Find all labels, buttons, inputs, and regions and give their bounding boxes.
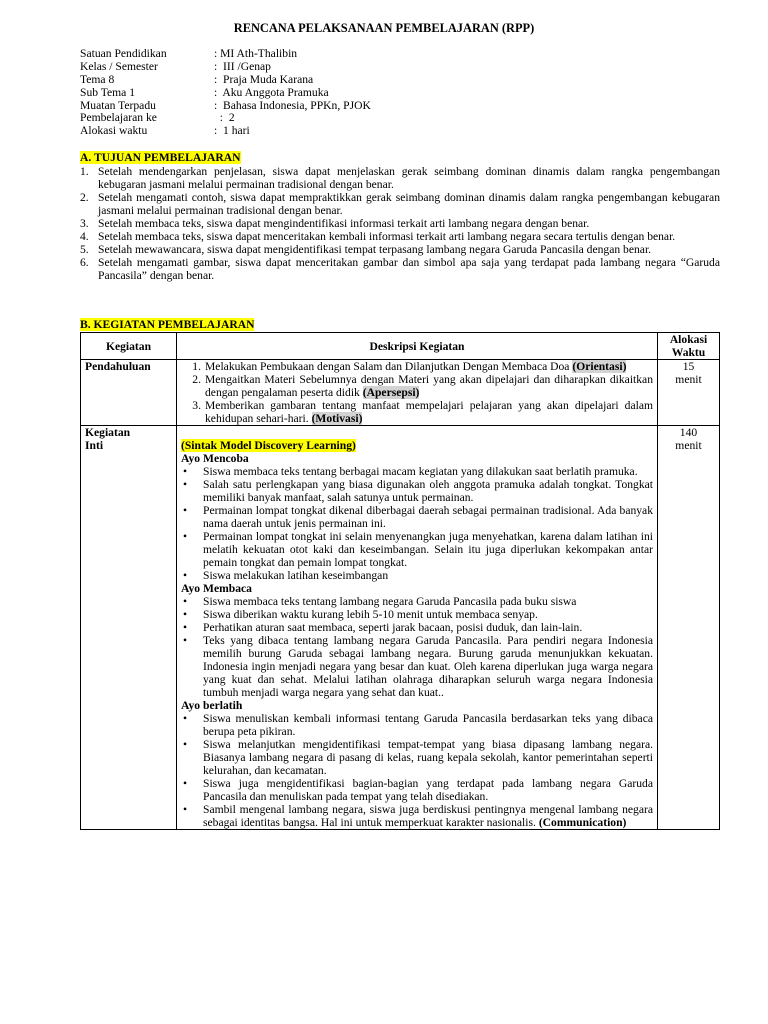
identity-value: : Bahasa Indonesia, PPKn, PJOK [214,98,371,112]
row-pendahuluan [81,360,720,426]
goal-text: Setelah membaca teks, siswa dapat menceritakan kembali informasi terkait arti lambang negara secara tertulis dengan benar. [98,230,676,243]
bullet-icon: • [183,569,188,582]
activity-bullet-item [181,608,653,621]
activity-bullet-text: Siswa membaca teks tentang lambang negara Garuda Pancasila pada buku siswa [203,595,577,608]
pendahuluan-step [181,399,653,425]
pendahuluan-alloc-unit: menit [675,373,702,386]
activity-bullet-item [181,465,653,478]
inti-model-tag: (Sintak Model Discovery Learning) [181,439,356,452]
step-body: Mengaitkan Materi Sebelumnya dengan Materi yang akan dipelajari dan diharapkan dikaitkan dengan pengalaman peserta didik [205,373,653,399]
bullet-icon: • [183,712,188,725]
identity-value: : 1 hari [214,124,250,138]
step-text [205,360,653,373]
identity-value: : Aku Anggota Pramuka [214,85,329,99]
activity-bullet-item [181,595,653,608]
goal-text: Setelah mendengarkan penjelasan, siswa dapat menjelaskan gerak seimbang dominan dinamis dalam rangka pengembangan kebugaran jasmani melalui permainan tradisional dengan benar. [98,165,720,191]
goal-item [80,191,720,217]
step-tag: (Orientasi) [572,360,627,373]
bullet-icon: • [183,777,188,790]
goal-text: Setelah mengamati contoh, siswa dapat mempraktikkan gerak seimbang dominan dinamis dalam rangka pengembangan kebugaran jasmani melalui permainan tradisional dengan benar. [98,191,720,217]
step-number: 3. [192,399,201,412]
goal-item [80,217,720,230]
identity-row [80,60,720,73]
activity-group-heading: Ayo Membaca [181,582,252,595]
identity-row [80,86,720,99]
phase-inti-line1: Kegiatan [85,426,131,439]
pendahuluan-alloc-num: 15 [682,360,695,373]
goal-item [80,165,720,191]
activity-bullet-text: Siswa diberikan waktu kurang lebih 5-10 menit untuk membaca senyap. [203,608,538,621]
activity-bullet-item [181,803,653,829]
bullet-icon: • [183,634,188,647]
activity-bullets [181,712,653,829]
goal-number: 2. [80,191,89,204]
inti-alloc-unit: menit [675,439,702,452]
activity-bullet-text: Permainan lompat tongkat dikenal diberbagai daerah sebagai permainan tradisional. Ada banyak nama daerah untuk jenis permainan ini. [203,504,653,530]
activity-bullets [181,595,653,699]
activity-group-heading: Ayo Mencoba [181,452,249,465]
activity-bullet-text: Siswa melakukan latihan keseimbangan [203,569,389,582]
identity-label: Tema 8 [80,72,115,86]
activity-bullet-text: Teks yang dibaca tentang lambang negara Garuda Pancasila. Para pendiri negara Indonesia memilih burung Garuda sebagai lambang negara. Burung garuda menunjukkan kekuatan. Indonesia ingin menjadi negara yang besar dan kuat. Oleh karena diperlukan juga warga negara yang kuat dan sehat. Melalui latihan olahraga diharapkan seluruh warga negara Indonesia tumbuh menjadi warga negara yang sehat dan kuat.. [203,634,653,699]
step-number: 2. [192,373,201,386]
inti-groups [181,452,653,829]
bullet-icon: • [183,803,188,816]
bullet-icon: • [183,478,188,491]
identity-label: Sub Tema 1 [80,85,136,99]
bullet-icon: • [183,608,188,621]
phase-pendahuluan-label: Pendahuluan [81,360,177,426]
goal-number: 3. [80,217,89,230]
goal-item [80,256,720,282]
section-a-heading: A. TUJUAN PEMBELAJARAN [80,151,241,164]
activity-bullet-item [181,530,653,569]
bullet-icon: • [183,738,188,751]
activity-bullets [181,465,653,582]
step-body: Melakukan Pembukaan dengan Salam dan Dilanjutkan Dengan Membaca Doa [205,360,573,373]
last-item-body: Sambil mengenal lambang negara, siswa juga berdiskusi pentingnya mengenal lambang negara sebagai identitas bangsa. Hal ini untuk memperkuat karakter nasionalis. [203,803,653,829]
table-header-row [81,333,720,360]
goals-list [80,165,720,282]
identity-block [80,47,720,137]
activity-bullet-item [181,621,653,634]
step-text [205,399,653,425]
activity-bullet-text: Siswa melanjutkan mengidentifikasi tempat-tempat yang biasa dipasang lambang negara. Biasanya lambang negara di pasang di kelas, ruang kepala sekolah, kantor pemerintahan seperti kelurahan, dan kecamatan. [203,738,653,777]
pendahuluan-steps [181,360,653,425]
bullet-icon: • [183,465,188,478]
activity-group-heading: Ayo berlatih [181,699,243,712]
activity-bullet-item [181,634,653,699]
inti-alloc [658,426,720,830]
goal-number: 1. [80,165,89,178]
header-alokasi: Alokasi Waktu [658,333,720,360]
activity-bullet-item [181,478,653,504]
activity-bullet-text: Perhatikan aturan saat membaca, seperti jarak bacaan, posisi duduk, dan lain-lain. [203,621,583,634]
identity-row [80,47,720,60]
identity-value: : Praja Muda Karana [214,72,314,86]
activity-bullet-text: Siswa juga mengidentifikasi bagian-bagian yang terdapat pada lambang negara Garuda Pancasila dan menuliskan pada tempat yang telah disediakan. [203,777,653,803]
step-tag: (Motivasi) [311,412,363,425]
activity-bullet-item [181,738,653,777]
identity-row [80,111,720,124]
inti-description [177,426,658,830]
header-deskripsi: Deskripsi Kegiatan [177,333,658,360]
step-text [205,373,653,399]
goal-text: Setelah mengamati gambar, siswa dapat menceritakan gambar dan simbol apa saja yang terdapat pada lambang negara “Garuda Pancasila” dengan benar. [98,256,720,282]
activity-bullet-item [181,777,653,803]
identity-value: : MI Ath-Thalibin [214,47,298,60]
inti-alloc-num: 140 [679,426,698,439]
document-title: RENCANA PELAKSANAAN PEMBELAJARAN (RPP) [233,21,535,35]
identity-value: : III /Genap [214,59,271,73]
goal-item [80,243,720,256]
identity-row [80,99,720,112]
activity-bullet-text: Siswa menuliskan kembali informasi tentang Garuda Pancasila berdasarkan teks yang dibaca berupa peta pikiran. [203,712,653,738]
identity-label: Pembelajaran ke [80,111,157,125]
communication-tag: (Communication) [538,816,627,829]
pendahuluan-description [177,360,658,426]
pendahuluan-step [181,360,653,373]
phase-inti-line2: Inti [85,439,104,452]
activity-bullet-text [203,803,653,829]
goal-text: Setelah mewawancara, siswa dapat mengidentifikasi tempat terpasang lambang negara Garuda Pancasila dengan benar. [98,243,652,256]
section-b-heading: B. KEGIATAN PEMBELAJARAN [80,318,255,331]
header-kegiatan: Kegiatan [81,333,177,360]
bullet-icon: • [183,504,188,517]
identity-label: Satuan Pendidikan [80,47,167,60]
goal-item [80,230,720,243]
activity-bullet-item [181,504,653,530]
step-number: 1. [192,360,201,373]
step-tag: (Apersepsi) [362,386,420,399]
identity-label: Muatan Terpadu [80,98,156,112]
goal-number: 6. [80,256,89,269]
bullet-icon: • [183,621,188,634]
bullet-icon: • [183,530,188,543]
activity-bullet-item [181,712,653,738]
section-tujuan [80,151,720,282]
phase-inti-label [81,426,177,830]
activity-table [80,332,720,830]
goal-number: 4. [80,230,89,243]
goal-text: Setelah membaca teks, siswa dapat mengindentifikasi informasi terkait arti lambang negara dengan benar. [98,217,590,230]
identity-label: Kelas / Semester [80,59,158,73]
activity-bullet-item [181,569,653,582]
activity-bullet-text: Permainan lompat tongkat ini selain menyenangkan juga menyehatkan, karena dalam latihan ini melatih kekuatan otot kaki dan keseimbangan. Selain itu juga diperlukan kekompakan antar pemain tongkat dan pemain lompat tongkat. [203,530,653,569]
row-inti [81,426,720,830]
pendahuluan-step [181,373,653,399]
activity-bullet-text: Salah satu perlengkapan yang biasa digunakan oleh anggota pramuka adalah tongkat. Tongkat memiliki banyak manfaat, salah satunya untuk permainan. [203,478,653,504]
step-body: Memberikan gambaran tentang manfaat mempelajari pelajaran yang akan dipelajari dalam kehidupan sehari-hari. [205,399,653,425]
goal-number: 5. [80,243,89,256]
identity-label: Alokasi waktu [80,124,148,138]
section-kegiatan [80,318,720,830]
activity-bullet-text: Siswa membaca teks tentang berbagai macam kegiatan yang dilakukan saat berlatih pramuka. [203,465,638,478]
identity-row [80,73,720,86]
pendahuluan-alloc [658,360,720,426]
bullet-icon: • [183,595,188,608]
identity-value: : 2 [214,111,235,125]
identity-row [80,124,720,137]
